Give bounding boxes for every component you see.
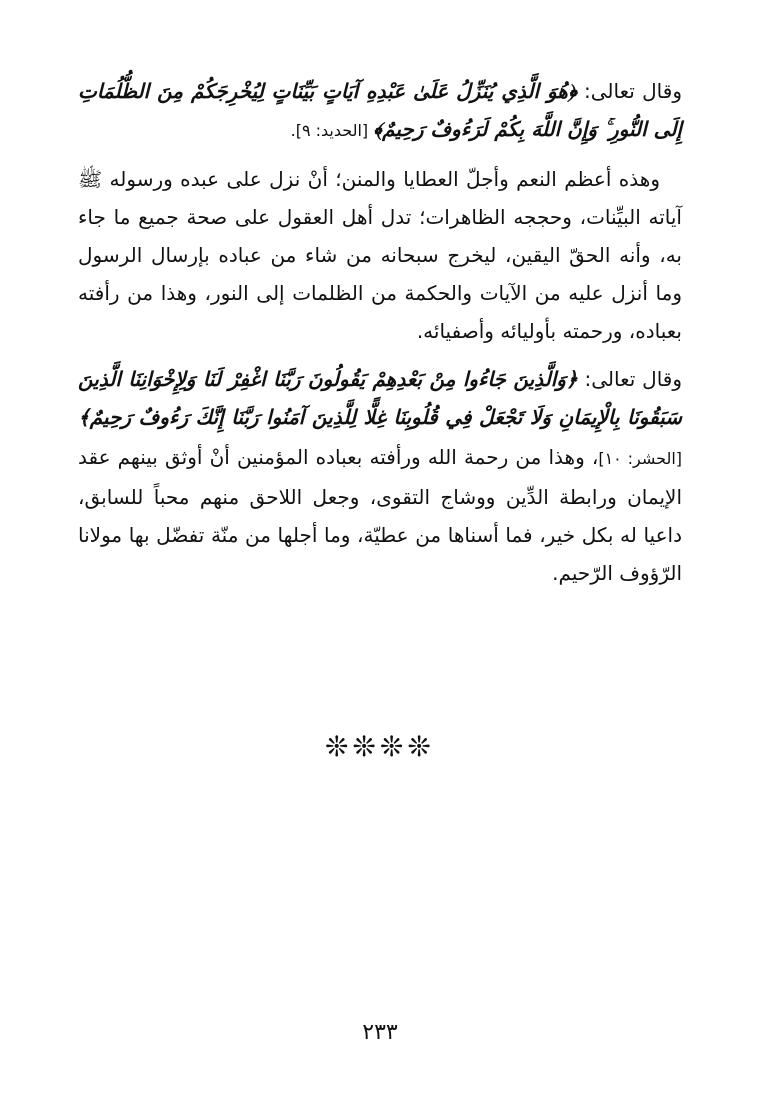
paragraph-verse-hashr <box>78 360 682 592</box>
paragraph-commentary: وهذه أعظم النعم وأجلّ العطايا والمنن؛ أنْ نزل على عبده ورسوله ﷺ آياته البيِّنات، وحججه الظاهرات؛ تدل أهل العقول على صحة جميع ما جاء به، وأنه الحقّ اليقين، ليخرج سبحانه من شاء من عباده بإرسال الرسول وما أنزل عليه من الآيات والحكمة من الظلمات إلى النور، وهذا من رأفته بعباده، ورحمته بأوليائه وأصفيائه. <box>78 167 682 343</box>
quran-verse: ﴿وَالَّذِينَ جَاءُوا مِنْ بَعْدِهِمْ يَقُولُونَ رَبَّنَا اغْفِرْ لَنَا وَلِإِخْوَانِنَا الَّذِينَ سَبَقُونَا بِالْإِيمَانِ وَلَا تَجْعَلْ فِي قُلُوبِنَا غِلًّا لِلَّذِينَ آمَنُوا رَبَّنَا إِنَّكَ رَءُوفٌ رَحِيمٌ﴾ <box>78 367 682 429</box>
quran-verse: ﴿هُوَ الَّذِي يُنَزِّلُ عَلَىٰ عَبْدِهِ آيَاتٍ بَيِّنَاتٍ لِيُخْرِجَكُمْ مِنَ الظُّلُمَاتِ إِلَى النُّورِ ۚ وَإِنَّ اللَّهَ بِكُمْ لَرَءُوفٌ رَحِيمٌ﴾ <box>78 79 682 141</box>
page-body <box>78 72 682 602</box>
verse-reference: [الحشر: ١٠] <box>598 449 683 468</box>
section-separator: ❊❊❊❊ <box>325 730 435 763</box>
verse-intro: وقال تعالى: <box>577 367 683 391</box>
commentary-text: ، وهذا من رحمة الله ورأفته بعباده المؤمنين أنْ أوثق بينهم عقد الإيمان ورابطة الدِّين ووشاج التقوى، وجعل اللاحق منهم محباً للسابق، داعيا له بكل خير، فما أسناها من عطيّة، وما أجلها من منّة تفضّل بها مولانا الرّؤوف الرّحيم. <box>78 445 682 585</box>
paragraph-verse-hadid <box>78 72 682 150</box>
verse-intro: وقال تعالى: <box>576 79 682 103</box>
verse-reference: [الحديد: ٩]. <box>290 121 374 140</box>
page-number: ٢٣٣ <box>362 1020 398 1045</box>
